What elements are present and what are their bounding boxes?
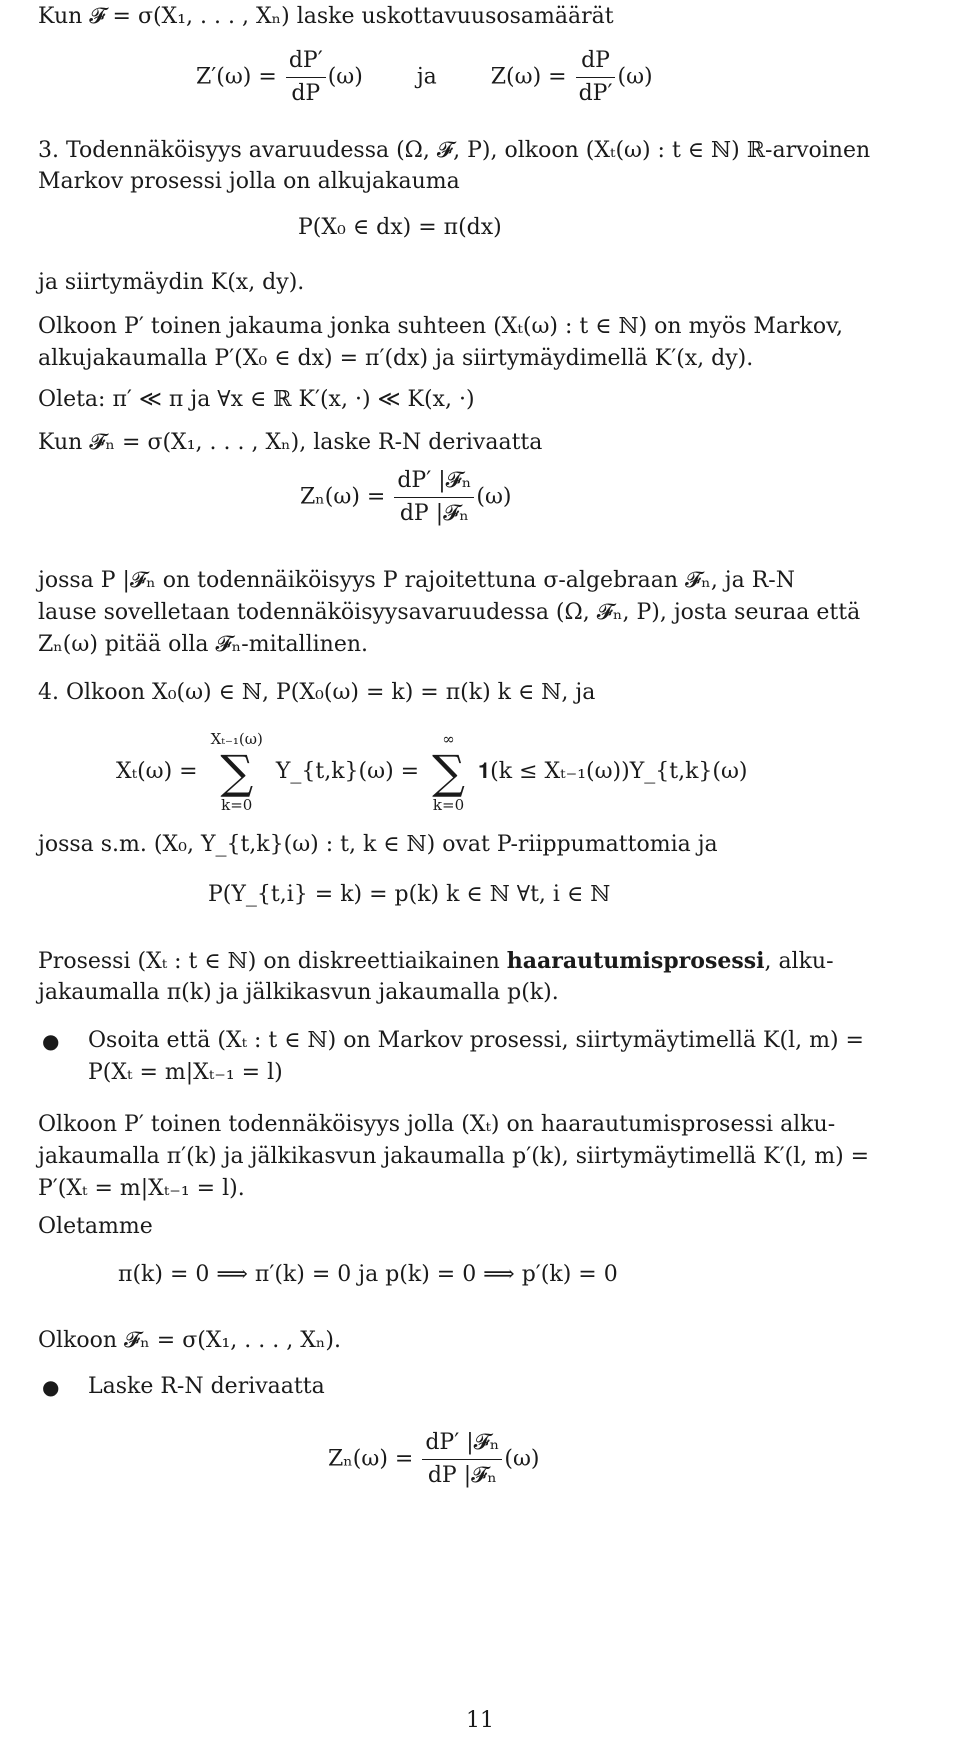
eq-arg: (ω)	[476, 484, 512, 510]
eq-lhs: Zₙ(ω) =	[328, 1446, 414, 1472]
sigma-symbol: ∑	[432, 745, 465, 799]
problem3-line7: Kun 𝓕ₙ = σ(X₁, . . . , Xₙ), laske R-N derivaatta	[38, 430, 543, 455]
problem3-line9: lause sovelletaan todennäköisyysavaruudessa (Ω, 𝓕ₙ, P), josta seuraa että	[38, 600, 861, 625]
rn-fraction	[394, 466, 474, 529]
problem4-offspring-distribution: P(Y_{t,i} = k) = p(k) k ∈ ℕ ∀t, i ∈ ℕ	[208, 882, 611, 907]
bullet-marker: ●	[42, 1375, 60, 1399]
page-number: 11	[466, 1708, 494, 1733]
sum-lhs: Xₜ(ω) =	[116, 759, 198, 784]
problem4-bullet1-line2: P(Xₜ = m|Xₜ₋₁ = l)	[88, 1060, 283, 1085]
problem4-line8: Oletamme	[38, 1214, 153, 1239]
line3-text: Prosessi (Xₜ : t ∈ ℕ) on diskreettiaikainen	[38, 949, 507, 974]
rn-fraction	[422, 1428, 502, 1491]
problem4-line9: Olkoon 𝓕ₙ = σ(X₁, . . . , Xₙ).	[38, 1328, 341, 1353]
problem3-line8: jossa P |𝓕ₙ on todennäiköisyys P rajoitettuna σ-algebraan 𝓕ₙ, ja R-N	[38, 568, 795, 593]
problem4-line5: Olkoon P′ toinen todennäköisyys jolla (Xₜ) on haarautumisprosessi alku-	[38, 1112, 836, 1137]
problem4-line3	[38, 946, 834, 977]
fraction-numerator: dP′ |𝓕ₙ	[397, 468, 472, 493]
sum-operator-1	[211, 730, 263, 814]
problem3-line3: ja siirtymäydin K(x, dy).	[38, 270, 305, 295]
fraction-denominator: dP |𝓕ₙ	[394, 497, 474, 529]
sum-upper-limit: ∞	[442, 730, 455, 748]
problem4-rn-derivative-equation	[328, 1428, 540, 1491]
fraction-denominator: dP′	[576, 77, 616, 109]
sum-lower-limit: k=0	[221, 796, 253, 814]
intro-line: Kun 𝓕 = σ(X₁, . . . , Xₙ) laske uskottavuusosamäärät	[38, 4, 614, 29]
eq-right-fraction	[576, 46, 616, 109]
bullet-marker: ●	[42, 1029, 60, 1053]
eq-right-lhs: Z(ω) =	[490, 64, 567, 90]
problem3-line6: Oleta: π′ ≪ π ja ∀x ∈ ℝ K′(x, ·) ≪ K(x, ·)	[38, 387, 475, 412]
eq-right-arg: (ω)	[617, 64, 653, 90]
sum2-term: 𝟏(k ≤ Xₜ₋₁(ω))Y_{t,k}(ω)	[477, 759, 748, 784]
fraction-denominator: dP	[286, 77, 326, 109]
problem4-line2: jossa s.m. (X₀, Y_{t,k}(ω) : t, k ∈ ℕ) ovat P-riippumattomia ja	[38, 832, 718, 857]
eq-separator: ja	[416, 64, 437, 90]
problem4-line4: jakaumalla π(k) ja jälkikasvun jakaumalla p(k).	[38, 980, 559, 1005]
problem4-branching-sum-equation	[116, 730, 748, 814]
sum1-term: Y_{t,k}(ω) =	[275, 759, 420, 784]
eq-left-lhs: Z′(ω) =	[196, 64, 277, 90]
problem3-line10: Zₙ(ω) pitää olla 𝓕ₙ-mitallinen.	[38, 632, 369, 657]
fraction-numerator: dP	[581, 48, 610, 73]
line3-suffix: , alku-	[764, 949, 834, 974]
problem4-line7: P′(Xₜ = m|Xₜ₋₁ = l).	[38, 1176, 245, 1201]
fraction-numerator: dP′ |𝓕ₙ	[425, 1430, 500, 1455]
problem3-rn-derivative-equation	[300, 466, 512, 529]
branching-process-term: haarautumisprosessi	[506, 948, 765, 974]
problem4-line6: jakaumalla π′(k) ja jälkikasvun jakaumalla p′(k), siirtymäytimellä K′(l, m) =	[38, 1144, 870, 1169]
problem3-line5: alkujakaumalla P′(X₀ ∈ dx) = π′(dx) ja siirtymäydimellä K′(x, dy).	[38, 346, 754, 371]
problem4-absolute-continuity-assumption: π(k) = 0 ⟹ π′(k) = 0 ja p(k) = 0 ⟹ p′(k) = 0	[118, 1262, 618, 1287]
problem3-line2: Markov prosessi jolla on alkujakauma	[38, 169, 460, 194]
problem4-bullet2: Laske R-N derivaatta	[88, 1374, 325, 1399]
eq-lhs: Zₙ(ω) =	[300, 484, 386, 510]
eq-left-fraction	[286, 46, 326, 109]
fraction-denominator: dP |𝓕ₙ	[422, 1459, 502, 1491]
problem3-line1: 3. Todennäköisyys avaruudessa (Ω, 𝓕, P), olkoon (Xₜ(ω) : t ∈ ℕ) ℝ-arvoinen	[38, 138, 871, 163]
problem3-line4: Olkoon P′ toinen jakauma jonka suhteen (Xₜ(ω) : t ∈ ℕ) on myös Markov,	[38, 314, 843, 339]
eq-left-arg: (ω)	[327, 64, 363, 90]
sum-lower-limit: k=0	[432, 796, 465, 814]
likelihood-ratio-equation	[196, 46, 653, 109]
eq-arg: (ω)	[504, 1446, 540, 1472]
sigma-symbol: ∑	[220, 745, 254, 799]
fraction-numerator: dP′	[288, 48, 323, 73]
problem4-bullet1-line1: Osoita että (Xₜ : t ∈ ℕ) on Markov prosessi, siirtymäytimellä K(l, m) =	[88, 1028, 864, 1053]
problem4-line1: 4. Olkoon X₀(ω) ∈ ℕ, P(X₀(ω) = k) = π(k) k ∈ ℕ, ja	[38, 680, 596, 705]
problem3-initial-distribution: P(X₀ ∈ dx) = π(dx)	[298, 215, 502, 240]
sum-operator-2	[432, 730, 465, 814]
sum-upper-limit: Xₜ₋₁(ω)	[210, 730, 263, 748]
